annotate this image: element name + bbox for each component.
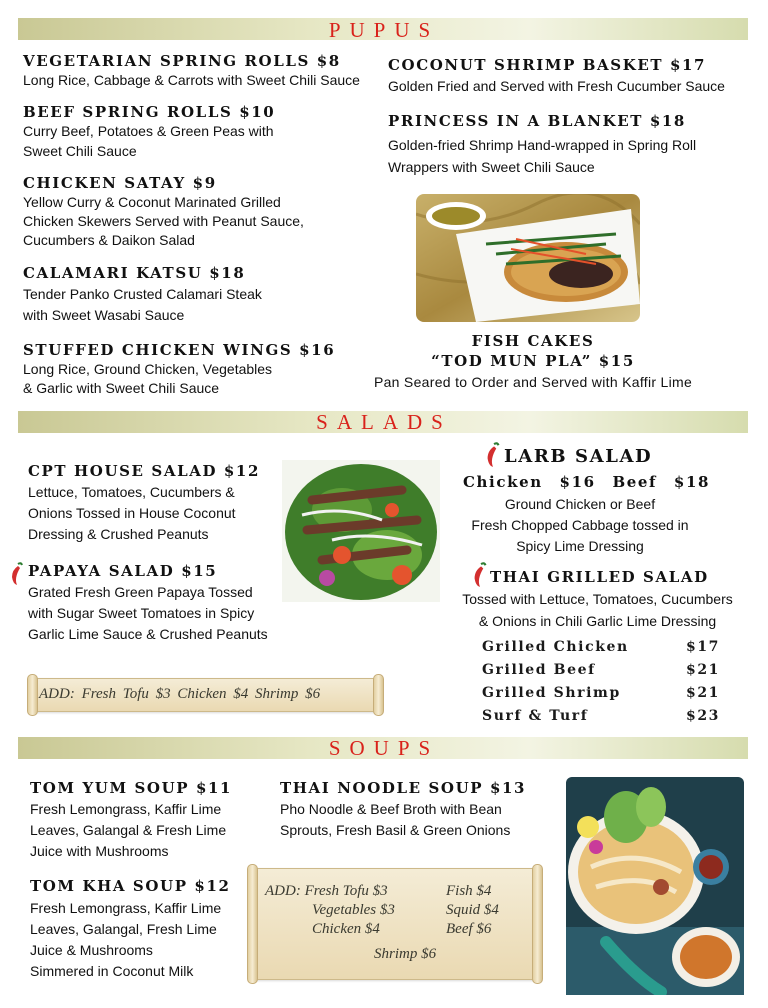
calamari-katsu-desc2: with Sweet Wasabi Sauce bbox=[23, 307, 185, 323]
tom-yum-soup-title: TOM YUM SOUP $11 bbox=[30, 779, 233, 797]
coconut-shrimp-desc: Golden Fried and Served with Fresh Cucumber Sauce bbox=[388, 78, 725, 94]
tom-yum-soup-desc3: Juice with Mushrooms bbox=[30, 843, 169, 859]
soup-add-ons-scroll bbox=[252, 868, 538, 980]
soup-add-on: Vegetables $3 bbox=[312, 902, 395, 918]
cpt-house-salad-desc2: Onions Tossed in House Coconut bbox=[28, 505, 236, 521]
fish-cakes-photo bbox=[416, 194, 640, 322]
salad-add-ons-scroll bbox=[32, 678, 379, 712]
grilled-option-price: $21 bbox=[686, 685, 721, 701]
thai-noodle-soup-desc2: Sprouts, Fresh Basil & Green Onions bbox=[280, 822, 511, 838]
noodle-soup-photo bbox=[566, 777, 744, 995]
thai-grilled-salad-title: THAI GRILLED SALAD bbox=[490, 568, 709, 586]
salad-photo bbox=[282, 460, 440, 602]
princess-title: PRINCESS IN A BLANKET $18 bbox=[388, 112, 686, 130]
calamari-katsu-title: CALAMARI KATSU $18 bbox=[23, 264, 246, 282]
grilled-option-name: Grilled Chicken bbox=[482, 639, 629, 655]
coconut-shrimp-title: COCONUT SHRIMP BASKET $17 bbox=[388, 56, 707, 74]
larb-salad-desc1: Ground Chicken or Beef bbox=[504, 496, 656, 512]
beef-spring-rolls-title: BEEF SPRING ROLLS $10 bbox=[23, 103, 276, 121]
soup-add-on: Shrimp $6 bbox=[374, 946, 437, 962]
larb-salad-title: LARB SALAD bbox=[504, 446, 653, 467]
stuffed-wings-desc1: Long Rice, Ground Chicken, Vegetables bbox=[23, 361, 273, 377]
grilled-option-price: $21 bbox=[686, 662, 721, 678]
grilled-option-name: Grilled Beef bbox=[482, 662, 596, 678]
larb-salad-desc3: Spicy Lime Dressing bbox=[516, 538, 644, 554]
tom-yum-soup-desc1: Fresh Lemongrass, Kaffir Lime bbox=[30, 801, 222, 817]
fish-cakes-thai-name: “TOD MUN PLA” $15 bbox=[431, 352, 635, 370]
calamari-katsu-desc1: Tender Panko Crusted Calamari Steak bbox=[23, 286, 262, 302]
thai-noodle-soup-desc1: Pho Noodle & Beef Broth with Bean bbox=[280, 801, 502, 817]
thai-noodle-soup-title: THAI NOODLE SOUP $13 bbox=[280, 779, 527, 797]
larb-salad-desc2: Fresh Chopped Cabbage tossed in bbox=[471, 517, 689, 533]
beef-spring-rolls-desc1: Curry Beef, Potatoes & Green Peas with bbox=[23, 123, 274, 139]
cpt-house-salad-title: CPT HOUSE SALAD $12 bbox=[28, 462, 261, 480]
salad-add-ons-text: ADD: Fresh Tofu $3 Chicken $4 Shrimp $6 bbox=[39, 686, 321, 702]
chicken-satay-desc3: Cucumbers & Daikon Salad bbox=[23, 232, 195, 248]
soups-section-title: SOUPS bbox=[328, 736, 440, 760]
soup-add-on: Beef $6 bbox=[446, 921, 492, 937]
tom-yum-soup-desc2: Leaves, Galangal & Fresh Lime bbox=[30, 822, 227, 838]
soup-add-on: Squid $4 bbox=[446, 902, 499, 918]
tom-kha-soup-desc3: Juice & Mushrooms bbox=[30, 942, 153, 958]
larb-salad-prices: Chicken $16 Beef $18 bbox=[463, 473, 711, 491]
pupus-section-title: PUPUS bbox=[328, 18, 440, 42]
chicken-satay-desc2: Chicken Skewers Served with Peanut Sauce, bbox=[23, 213, 304, 229]
veg-spring-rolls-desc: Long Rice, Cabbage & Carrots with Sweet Chili Sauce bbox=[23, 72, 360, 88]
salads-section-title: SALADS bbox=[316, 410, 452, 434]
soup-add-on: Fish $4 bbox=[446, 883, 492, 899]
princess-desc1: Golden-fried Shrimp Hand-wrapped in Spring Roll bbox=[388, 137, 697, 153]
thai-grilled-salad-desc2: & Onions in Chili Garlic Lime Dressing bbox=[478, 613, 717, 629]
tom-kha-soup-desc1: Fresh Lemongrass, Kaffir Lime bbox=[30, 900, 222, 916]
chicken-satay-desc1: Yellow Curry & Coconut Marinated Grilled bbox=[23, 194, 281, 210]
soup-add-on: Chicken $4 bbox=[312, 921, 380, 937]
cpt-house-salad-desc1: Lettuce, Tomatoes, Cucumbers & bbox=[28, 484, 235, 500]
tom-kha-soup-title: TOM KHA SOUP $12 bbox=[30, 877, 231, 895]
grilled-option-price: $17 bbox=[686, 639, 721, 655]
soup-add-on: ADD: Fresh Tofu $3 bbox=[265, 883, 388, 899]
papaya-salad-desc2: with Sugar Sweet Tomatoes in Spicy bbox=[28, 605, 255, 621]
fish-cakes-desc: Pan Seared to Order and Served with Kaffir Lime bbox=[373, 374, 693, 390]
papaya-salad-desc1: Grated Fresh Green Papaya Tossed bbox=[28, 584, 253, 600]
tom-kha-soup-desc2: Leaves, Galangal, Fresh Lime bbox=[30, 921, 217, 937]
stuffed-wings-desc2: & Garlic with Sweet Chili Sauce bbox=[23, 380, 220, 396]
beef-spring-rolls-desc2: Sweet Chili Sauce bbox=[23, 143, 137, 159]
spicy-chili-icon bbox=[472, 562, 488, 588]
fish-cakes-title: FISH CAKES bbox=[471, 332, 595, 350]
cpt-house-salad-desc3: Dressing & Crushed Peanuts bbox=[28, 526, 209, 542]
chicken-satay-title: CHICKEN SATAY $9 bbox=[23, 174, 217, 192]
spicy-chili-icon bbox=[10, 562, 24, 586]
grilled-option-name: Surf & Turf bbox=[482, 708, 589, 724]
grilled-option-name: Grilled Shrimp bbox=[482, 685, 621, 701]
grilled-option-price: $23 bbox=[686, 708, 721, 724]
papaya-salad-title: PAPAYA SALAD $15 bbox=[28, 562, 218, 580]
tom-kha-soup-desc4: Simmered in Coconut Milk bbox=[30, 963, 194, 979]
stuffed-wings-title: STUFFED CHICKEN WINGS $16 bbox=[23, 341, 336, 359]
papaya-salad-desc3: Garlic Lime Sauce & Crushed Peanuts bbox=[28, 626, 268, 642]
princess-desc2: Wrappers with Sweet Chili Sauce bbox=[388, 159, 595, 175]
spicy-chili-icon bbox=[485, 442, 501, 468]
veg-spring-rolls-title: VEGETARIAN SPRING ROLLS $8 bbox=[23, 52, 341, 70]
thai-grilled-salad-desc1: Tossed with Lettuce, Tomatoes, Cucumbers bbox=[462, 591, 733, 607]
